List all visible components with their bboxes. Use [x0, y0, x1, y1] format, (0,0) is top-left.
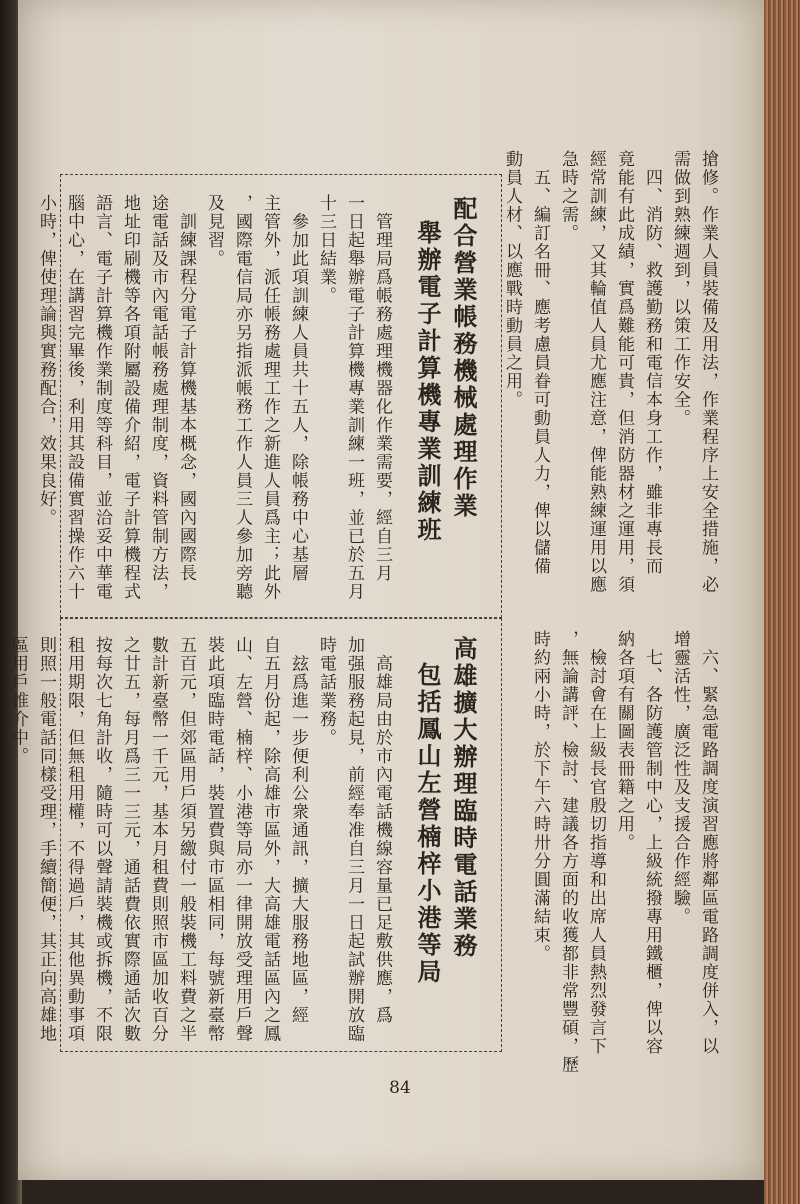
article-title-training-2: 舉辦電子計算機專業訓練班: [413, 220, 441, 544]
continued-text-top: 搶修。作業人員裝備及用法，作業程序上安全措施，必 需做到熟練週到，以策工作安全。 四、消防、救護勤務和電信本身工作，雖非專長而 竟能有此成績，實爲難能可貴，但消防器材之運用，須 經常訓練，又其輪值人員尤應注意，俾能熟練運用以應 急時之需。 五、編訂名冊、應考慮員眷可動員人力，俾以儲備 動員人材、以應戰時動員之用。: [502, 150, 718, 594]
article-title-training-1: 配合營業帳務機械處理作業: [449, 196, 477, 520]
article-body-training: 管理局爲帳務處理機器化作業需要，經自三月 一日起舉辦電子計算機專業訓練一班，並已於五月 十三日結業。 參加此項訓練人員共十五人，除帳務中心基層 主管外，派任帳務處理工作之新進人員爲主；此外 ，國際電信局亦另指派帳務工作人員三人參加旁聽 及見習。 訓練課程分電子計算機基本概念，國內國際長 途電話及市內電話帳務處理制度，資料管制方法， 地址印刷機等各項附屬設備介紹，電子計算機程式 語言、電子計算機作業制度等科目，並洽妥中華電 腦中心，在講習完畢後，利用其設備實習操作六十 小時，俾使理論與實務配合，效果良好。: [36, 194, 392, 601]
article-title-kaohsiung-1: 高雄擴大辦理臨時電話業務: [449, 636, 477, 960]
continued-text-bottom: 六、緊急電路調度演習應將鄰區電路調度併入，以 增靈活性，廣泛性及支援合作經驗。 七、各防護管制中心，上級統撥專用鐵櫃，俾以容 納各項有關圖表冊籍之用。 檢討會在上級長官殷切指導和出席人員熱烈發言下 ，無論講評、檢討、建議各方面的收獲都非常豐碩，歷 時約兩小時，於下午六時卅分圓滿結束。: [530, 630, 718, 1074]
article-body-kaohsiung: 高雄局由於市內電話機線容量已足敷供應，爲 加强服務起見，前經奉准自三月一日起試辦開放臨 時電話業務。 玆爲進一步便利公衆通訊，擴大服務地區，經 自五月份起，除高雄市區外，大高雄電話區內之鳳 山、左營、楠梓、小港等局亦一律開放受理用戶聲 裝此項臨時電話，裝置費與市區相同，每號新臺幣 五百元，但郊區用戶須另繳付一般裝機工料費之半 數計新臺幣一千元，基本月租費則照市區加收百分 之廿五，每月爲三一三元，通話費依實際通話次數 按每次七角計收，隨時可以聲請裝機或拆機，不限 租用期限，但無租用權，不得過戶，其他異動事項 則照一般電話同樣受理，手續簡便，其正向高雄地 區用戶推介中。: [8, 636, 392, 1043]
page-edges: [764, 0, 800, 1204]
page-number: 84: [389, 1078, 411, 1098]
book-page: [8, 0, 764, 1180]
article-title-kaohsiung-2: 包括鳳山左營楠梓小港等局: [413, 662, 441, 986]
